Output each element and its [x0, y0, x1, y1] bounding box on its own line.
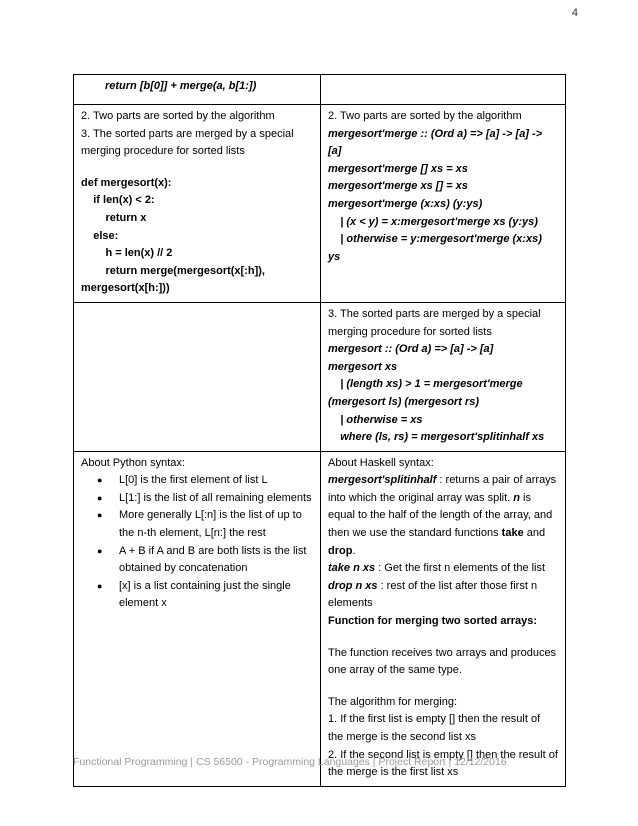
python-syntax-list [81, 472, 313, 613]
text-run: : returns a pair of arrays into which the original array was split. [328, 474, 557, 504]
inline-code: take n xs [328, 562, 376, 575]
table-row [74, 302, 566, 451]
comparison-table [73, 74, 566, 787]
python-code-line: h = len(x) // 2 [81, 247, 173, 260]
table-cell [74, 302, 321, 451]
inline-code: n [513, 491, 520, 504]
text-line: 2. Two parts are sorted by the algorithm [81, 110, 275, 122]
table-cell [321, 75, 566, 105]
haskell-code-line: mergesort xs [328, 360, 398, 373]
python-code-line: else: [81, 229, 119, 242]
haskell-code-line: ys [328, 250, 341, 263]
list-item: ● [x] is a list containing just the single element x [119, 578, 313, 613]
take-description [328, 560, 558, 578]
haskell-code-line: mergesort :: (Ord a) => [a] -> [a] [328, 343, 494, 356]
splitinhalf-description [328, 472, 558, 560]
inline-keyword: drop [328, 544, 353, 557]
haskell-code-line: | (length xs) > 1 = mergesort'merge [328, 378, 523, 391]
list-item: ● L[1:] is the list of all remaining elements [119, 490, 313, 508]
text-run: : rest of the list after those first n elements [328, 579, 538, 610]
haskell-code-line: mergesort'merge [] xs = xs [328, 162, 468, 175]
merge-function-description: The function receives two arrays and produces one array of the same type. [328, 646, 557, 677]
python-code-line: return x [81, 211, 147, 224]
haskell-code-line: (mergesort ls) (mergesort rs) [328, 395, 479, 408]
page-number: 4 [571, 7, 578, 19]
haskell-code-line: mergesort'merge (x:xs) (y:ys) [328, 197, 483, 210]
haskell-syntax-cell [321, 451, 566, 786]
merge-algorithm-step: 1. If the first list is empty [] then the result of the merge is the second list xs [328, 713, 541, 743]
haskell-code-line: where (ls, rs) = mergesort'splitinhalf xs [328, 431, 545, 444]
haskell-code-line: mergesort'merge :: (Ord a) => [a] -> [a] -> [328, 127, 543, 140]
table-cell [74, 75, 321, 105]
text-run: and [523, 527, 546, 540]
python-mergesort-cell [74, 105, 321, 303]
list-item: ● L[0] is the first element of list L [119, 472, 313, 490]
inline-code: drop n xs [328, 579, 378, 592]
haskell-code-line: | otherwise = xs [328, 413, 423, 426]
inline-keyword: take [501, 527, 524, 540]
haskell-syntax-heading: About Haskell syntax: [328, 456, 434, 469]
python-syntax-heading: About Python syntax: [81, 456, 185, 469]
merge-algorithm-heading: The algorithm for merging: [328, 695, 457, 708]
list-item: ● A + B if A and B are both lists is the list obtained by concatenation [119, 543, 313, 578]
haskell-code-line: [a] [328, 145, 342, 158]
table-row [74, 451, 566, 786]
python-code-line: def mergesort(x): [81, 176, 172, 189]
haskell-mergesort-cell [321, 302, 566, 451]
text-line: 3. The sorted parts are merged by a special [81, 127, 294, 140]
merge-function-heading: Function for merging two sorted arrays: [328, 615, 538, 628]
drop-description [328, 578, 558, 613]
python-code-line: return merge(mergesort(x[:h]), [81, 264, 265, 277]
table-row [74, 75, 566, 105]
text-line: 2. Two parts are sorted by the algorithm [328, 110, 522, 122]
text-run: . [352, 544, 356, 557]
list-item: ● More generally L[:n] is the list of up to the n-th element, L[n:] the rest [119, 507, 313, 542]
python-code-line: if len(x) < 2: [81, 194, 155, 207]
haskell-merge-cell [321, 105, 566, 303]
text-line: 3. The sorted parts are merged by a special [328, 307, 541, 320]
inline-code: mergesort'splitinhalf [328, 474, 437, 487]
haskell-code-line: | (x < y) = x:mergesort'merge xs (y:ys) [328, 215, 538, 228]
haskell-code-line: | otherwise = y:mergesort'merge (x:xs) [328, 233, 542, 246]
haskell-code-line: mergesort'merge xs [] = xs [328, 180, 468, 193]
python-syntax-cell [74, 451, 321, 786]
text-run: : Get the first n elements of the list [375, 562, 546, 575]
merge-algorithm-step: 2. If the second list is empty [] then the result of the merge is the first list xs [328, 748, 558, 779]
text-line: merging procedure for sorted lists [81, 145, 245, 158]
python-code-line: return [b[0]] + merge(a, b[1:]) [105, 80, 257, 92]
page-footer: Functional Programming | CS 56500 - Programming Languages | Project Report | 12/12/2016 [73, 756, 507, 768]
text-run: is equal to the half of the length of the array, and then we use the standard functions [328, 491, 553, 540]
python-code-line: mergesort(x[h:])) [81, 282, 170, 295]
text-line: merging procedure for sorted lists [328, 325, 492, 338]
table-row [74, 105, 566, 303]
